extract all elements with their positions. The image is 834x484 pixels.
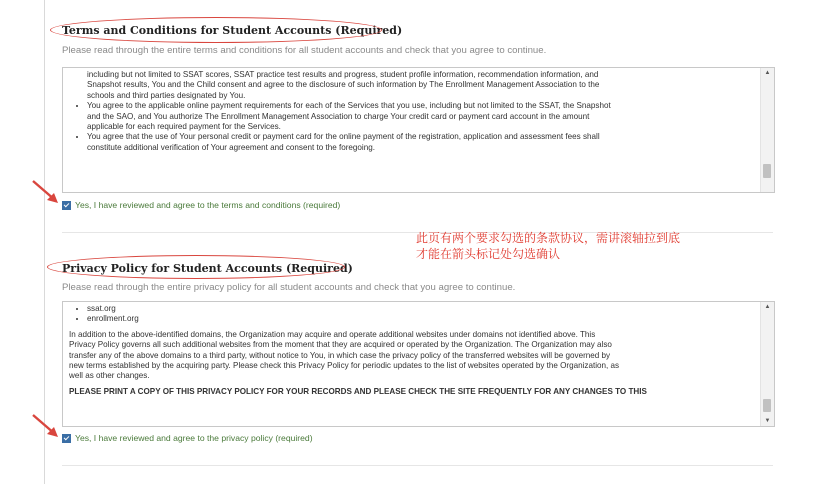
section-divider xyxy=(62,465,773,466)
terms-subtitle: Please read through the entire terms and conditions for all student accounts and check that you agree to continue. xyxy=(62,45,547,56)
privacy-paragraph: In addition to the above-identified domains, the Organization may acquire and operate additional websites under domains not identified above. This Privacy Policy governs all such additional websites from the moment that they are acquired or operated by the Organization. The Organization may also transfer any of the above domains to a third party, without notice to You, in which case the privacy policy of the transferred websites will be governed by new terms established by the acquiring party. Please check this Privacy Policy for periodic updates to the list of websites operated by the Organization, as well as other changes. xyxy=(69,329,620,381)
terms-agree-checkbox[interactable] xyxy=(62,200,340,210)
privacy-caps-line: PLEASE PRINT A COPY OF THIS PRIVACY POLICY FOR YOUR RECORDS AND PLEASE CHECK THE SITE FREQUENTLY FOR ANY CHANGES TO THIS xyxy=(69,386,647,396)
scroll-down-icon[interactable] xyxy=(761,182,774,192)
terms-scroll-thumb[interactable] xyxy=(763,164,771,178)
terms-bullet: • You agree that the use of Your personal credit or payment card for the online payment of the registration, application and assessment fees shall constitute additional verification of Your agreement and consent to the foregoing. xyxy=(87,132,754,153)
scroll-down-icon[interactable]: ▼ xyxy=(764,418,771,424)
terms-agree-label[interactable]: Yes, I have reviewed and agree to the terms and conditions (required) xyxy=(75,200,341,210)
privacy-bullet: • enrollment.org xyxy=(87,314,754,324)
terms-line: Snapshot results, You and the Child consent and agree to the disclosure of such information by The Enrollment Management Association to the xyxy=(87,80,600,90)
privacy-scroll-thumb[interactable] xyxy=(763,399,771,412)
red-arrow-icon xyxy=(30,412,62,440)
privacy-bullet: • ssat.org xyxy=(87,304,754,314)
annotation-note xyxy=(416,230,680,262)
red-arrow-icon xyxy=(30,178,62,206)
terms-title: Terms and Conditions for Student Accounts (Required) xyxy=(62,24,403,37)
privacy-agree-label[interactable]: Yes, I have reviewed and agree to the privacy policy (required) xyxy=(75,433,313,443)
privacy-scrollbar[interactable] xyxy=(760,302,774,426)
checkbox-checked-icon[interactable] xyxy=(62,201,71,210)
terms-title-highlight xyxy=(50,17,382,43)
privacy-subtitle: Please read through the entire privacy policy for all student accounts and check that you agree to continue. xyxy=(62,282,516,293)
annotation-line: 此页有两个要求勾选的条款协议，需讲滚轴拉到底 xyxy=(416,231,681,245)
privacy-agree-checkbox[interactable] xyxy=(62,433,313,443)
privacy-title-highlight xyxy=(47,255,345,279)
scroll-up-icon[interactable]: ▲ xyxy=(764,70,771,76)
terms-content xyxy=(69,70,754,153)
page-margin xyxy=(777,0,834,484)
annotation-line: 才能在箭头标记处勾选确认 xyxy=(416,247,561,261)
terms-bullet: • You agree to the applicable online payment requirements for each of the Services that you use, including but not limited to the SSAT, the Snapshot and the SAO, and You authorize The Enrollment Management Association to charge Your credit card or payment card account in the amount applicable for each required payment for the Services. xyxy=(87,101,754,132)
terms-scrollbar[interactable] xyxy=(760,68,774,192)
privacy-content xyxy=(69,304,754,397)
scroll-up-icon[interactable]: ▲ xyxy=(764,304,771,310)
privacy-scroll-box[interactable] xyxy=(62,301,775,427)
terms-line: including but not limited to SSAT scores, SSAT practice test results and progress, student profile information, recommendation information, and xyxy=(87,70,599,79)
privacy-title: Privacy Policy for Student Accounts (Required) xyxy=(62,262,353,275)
checkbox-checked-icon[interactable] xyxy=(62,434,71,443)
terms-line: schools and third parties designated by You. xyxy=(87,90,246,100)
terms-scroll-box[interactable] xyxy=(62,67,775,193)
